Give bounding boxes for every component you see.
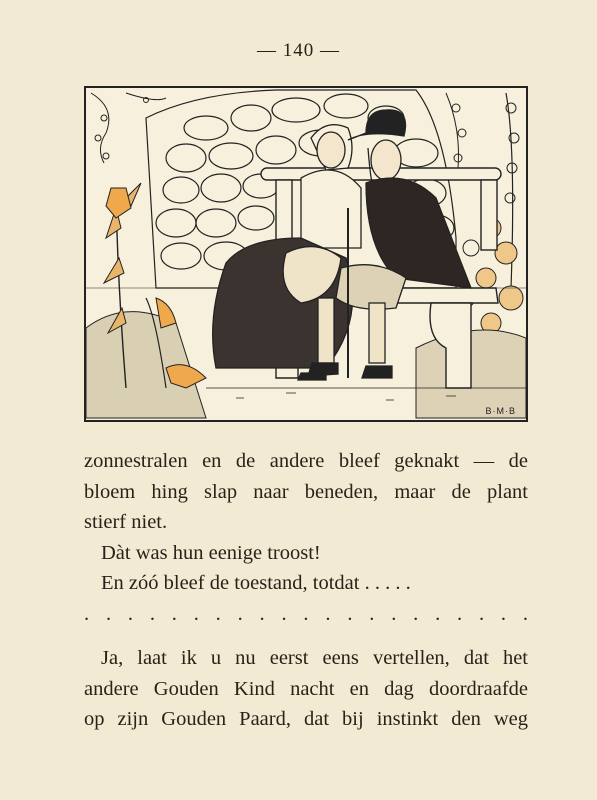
ellipsis-row: . . . . . . . . . . . . . . . . . . . . .: [84, 602, 528, 625]
book-illustration: [84, 86, 528, 422]
text-line: op zijn Gouden Paard, dat bij instinkt den weg: [84, 708, 528, 730]
text-line: Ja, laat ik u nu eerst eens vertellen, dat het: [101, 647, 528, 669]
text-line: zonnestralen en de andere bleef geknakt — de: [84, 450, 528, 472]
page-number: — 140 —: [257, 40, 340, 61]
text-line: stierf niet.: [84, 511, 168, 533]
text-line: Dàt was hun eenige troost!: [101, 541, 321, 564]
paragraph-gap: [84, 629, 528, 643]
artist-signature: B·M·B: [485, 406, 516, 416]
body-text: [84, 446, 528, 735]
illustration-drawing: [86, 88, 526, 420]
text-line: andere Gouden Kind nacht en dag doordraafde: [84, 677, 528, 700]
text-line: En zóó bleef de toestand, totdat . . . . .: [101, 572, 411, 594]
text-line: bloem hing slap naar beneden, maar de plant: [84, 480, 528, 503]
